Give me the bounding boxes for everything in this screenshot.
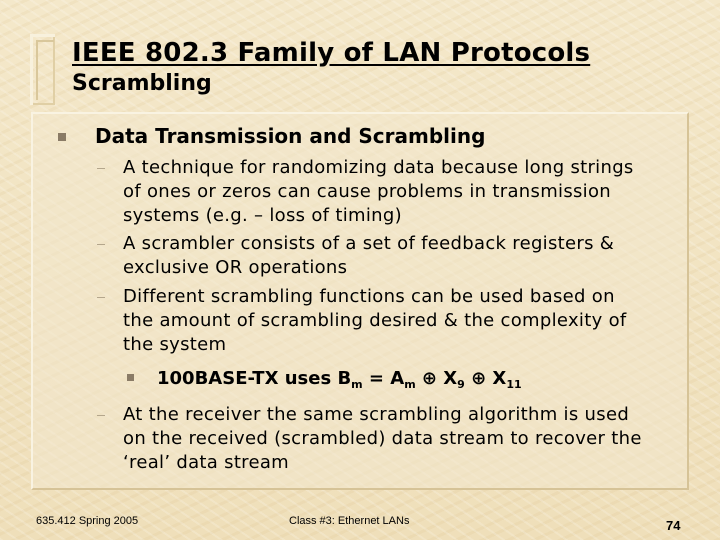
- dash-bullet-icon: [97, 297, 105, 298]
- sub-bullet-line: the system: [123, 334, 227, 355]
- slide-title: IEEE 802.3 Family of LAN Protocols: [72, 38, 591, 68]
- sub-bullet-line: on the received (scrambled) data stream to recover the: [123, 428, 642, 449]
- footer-class: Class #3: Ethernet LANs: [289, 515, 410, 527]
- sub-bullet-line: A scrambler consists of a set of feedback registers &: [123, 233, 615, 254]
- scrambler-formula: 100BASE-TX uses $B_m = A_m$ ⊕ $X_9$ ⊕ $X_{11}$: [157, 368, 522, 391]
- sub-bullet-line: A technique for randomizing data because long strings: [123, 157, 634, 178]
- sub-bullet-line: the amount of scrambling desired & the complexity of: [123, 310, 627, 331]
- dash-bullet-icon: [97, 244, 105, 245]
- main-bullet-text: Data Transmission and Scrambling: [95, 124, 486, 148]
- dash-bullet-icon: [97, 415, 105, 416]
- sub-bullet-line: ‘real’ data stream: [123, 452, 290, 473]
- sub-bullet-line: At the receiver the same scrambling algorithm is used: [123, 404, 630, 425]
- square-bullet-icon: [58, 133, 66, 141]
- page-number: 74: [666, 518, 681, 533]
- slide-subtitle: Scrambling: [72, 71, 212, 96]
- square-bullet-icon: [127, 374, 134, 381]
- sub-bullet-line: Different scrambling functions can be used based on: [123, 286, 615, 307]
- sub-bullet-line: systems (e.g. – loss of timing): [123, 205, 402, 226]
- dash-bullet-icon: [97, 168, 105, 169]
- title-frame-inner-decoration: [36, 40, 54, 100]
- sub-bullet-line: exclusive OR operations: [123, 257, 348, 278]
- footer-course: 635.412 Spring 2005: [36, 515, 139, 527]
- sub-bullet-line: of ones or zeros can cause problems in transmission: [123, 181, 612, 202]
